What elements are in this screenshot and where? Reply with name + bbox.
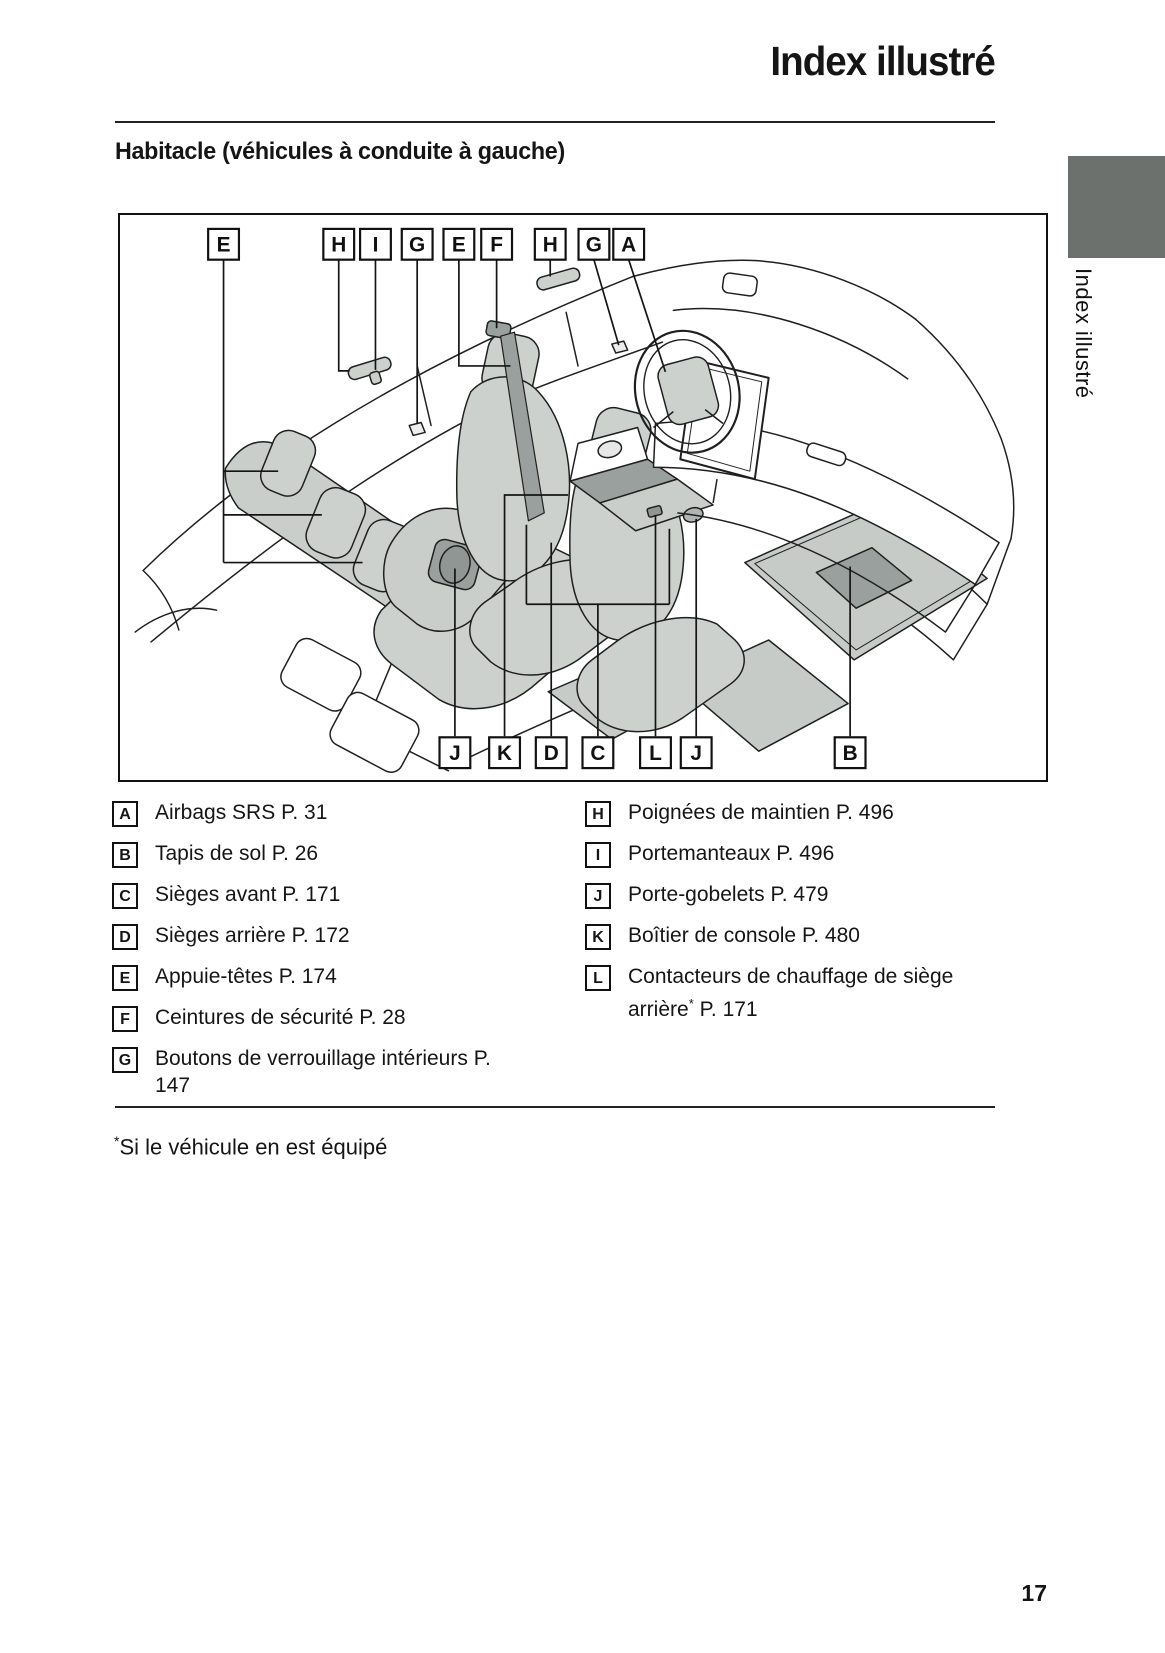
section-heading: Habitacle (véhicules à conduite à gauche)	[115, 138, 565, 165]
callout-box-f	[481, 229, 512, 260]
legend-key-box: K	[585, 924, 611, 950]
leader-line-a	[629, 260, 666, 372]
legend-key-box: L	[585, 965, 611, 991]
legend-item-label: Appuie-têtes P. 174	[155, 965, 337, 988]
callout-box-d	[536, 737, 567, 768]
svg-text:E: E	[216, 233, 231, 257]
callout-box-l	[640, 737, 671, 768]
callout-box-a	[613, 229, 644, 260]
legend-item-label: Porte-gobelets P. 479	[628, 883, 829, 906]
legend-key-box: D	[112, 924, 138, 950]
callout-box-h	[535, 229, 566, 260]
leader-line-h	[339, 260, 350, 371]
legend-item-label: Sièges arrière P. 172	[155, 924, 350, 947]
legend-key-box: H	[585, 801, 611, 827]
legend-item-label: Poignées de maintien P. 496	[628, 801, 894, 824]
legend-item-chauffage-siege	[585, 963, 1015, 1023]
legend-key-box: G	[112, 1047, 138, 1073]
svg-text:G: G	[585, 233, 603, 257]
legend-key-box: F	[112, 1006, 138, 1032]
legend-key-box: I	[585, 842, 611, 868]
svg-text:K: K	[497, 742, 513, 766]
svg-text:L: L	[649, 742, 662, 766]
lock-button-front-icon	[612, 341, 628, 353]
svg-text:B: B	[842, 742, 858, 766]
callout-box-b	[835, 737, 866, 768]
legend-item-sieges-avant	[112, 881, 572, 909]
svg-text:H: H	[542, 233, 558, 257]
legend-key-box: A	[112, 801, 138, 827]
cabin-diagram-frame	[118, 213, 1048, 782]
svg-text:G: G	[409, 233, 426, 257]
legend-key-box: E	[112, 965, 138, 991]
grab-handle-front-icon	[536, 267, 582, 291]
legend-item-label: Ceintures de sécurité P. 28	[155, 1006, 406, 1029]
callout-box-i	[360, 229, 391, 260]
cabin-diagram	[120, 215, 1046, 780]
legend-item-boitier-console	[585, 922, 1015, 950]
svg-text:J: J	[449, 742, 461, 766]
svg-text:E: E	[451, 233, 466, 257]
svg-text:I: I	[372, 233, 379, 257]
legend-item-ceintures	[112, 1004, 572, 1032]
callout-box-e	[208, 229, 239, 260]
callout-box-k	[489, 737, 520, 768]
svg-text:J: J	[690, 742, 702, 766]
legend-item-label: Airbags SRS P. 31	[155, 801, 328, 824]
legend-item-tapis	[112, 840, 572, 868]
legend-key-box: J	[585, 883, 611, 909]
svg-text:F: F	[490, 233, 503, 257]
svg-text:C: C	[590, 742, 606, 766]
svg-text:A: A	[621, 233, 637, 257]
svg-text:D: D	[543, 742, 559, 766]
callout-box-c	[583, 737, 614, 768]
callout-box-e	[443, 229, 474, 260]
sidebar-tab-label: Index illustré	[1071, 268, 1096, 399]
legend-item-label: Boutons de verrouillage intérieurs P. 147	[155, 1047, 491, 1097]
legend-item-label: Contacteurs de chauffage de siège arrière* P. 171	[628, 965, 954, 1021]
legend-item-label: Boîtier de console P. 480	[628, 924, 860, 947]
callout-box-h	[323, 229, 354, 260]
footnote-asterisk: *	[114, 1133, 120, 1149]
legend-key-box: B	[112, 842, 138, 868]
legend-item-poignees	[585, 799, 1015, 827]
leader-line-g	[594, 260, 619, 345]
legend-item-appuie-tetes	[112, 963, 572, 991]
legend-item-label: Sièges avant P. 171	[155, 883, 341, 906]
legend-item-portemanteaux	[585, 840, 1015, 868]
svg-text:H: H	[331, 233, 347, 257]
sidebar-tab	[1068, 156, 1165, 258]
coat-hook-icon	[369, 371, 382, 385]
callout-box-g	[402, 229, 433, 260]
header-divider	[115, 121, 995, 123]
legend-item-airbags	[112, 799, 572, 827]
legend-item-verrouillage	[112, 1045, 572, 1099]
callout-box-j	[440, 737, 471, 768]
footnote	[114, 1133, 387, 1160]
lock-button-rear-icon	[409, 423, 425, 436]
legend-item-sieges-arriere	[112, 922, 572, 950]
callout-box-g	[579, 229, 610, 260]
page-title: Index illustré	[770, 38, 995, 84]
legend-column-right	[585, 799, 1015, 1036]
legend-item-label: Tapis de sol P. 26	[155, 842, 319, 865]
legend-column-left	[112, 799, 572, 1112]
legend-key-box: C	[112, 883, 138, 909]
legend-item-label: Portemanteaux P. 496	[628, 842, 835, 865]
legend-item-porte-gobelets	[585, 881, 1015, 909]
callout-box-j	[681, 737, 712, 768]
footer-divider	[115, 1106, 995, 1108]
rearview-mirror	[722, 272, 758, 296]
footnote-text: Si le véhicule en est équipé	[119, 1134, 388, 1160]
page-number: 17	[1021, 1580, 1047, 1606]
